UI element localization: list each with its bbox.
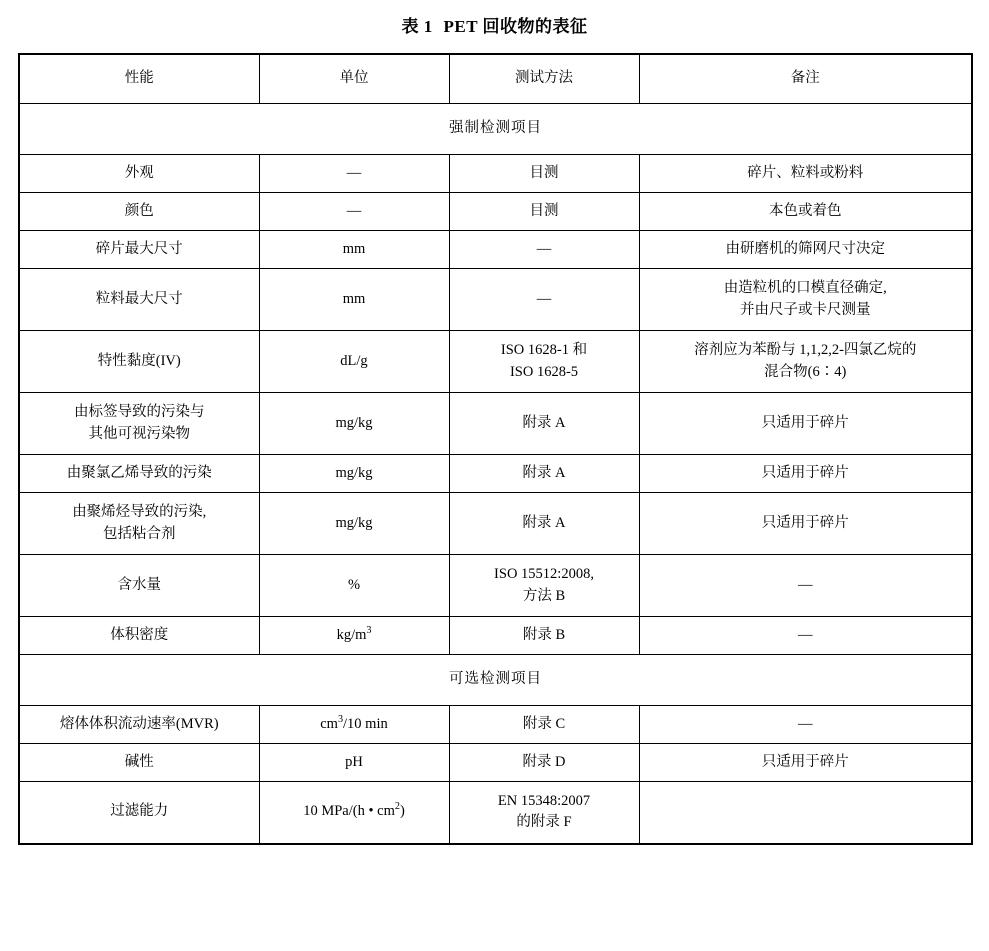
cell-method: 附录 B [449,617,639,655]
cell-method-line2: 方法 B [522,587,566,604]
cell-unit-base: kg/m [336,626,367,643]
cell-unit [259,617,449,655]
cell-unit-tail: /10 min [343,715,388,732]
cell-property: 体积密度 [19,617,259,655]
cell-unit: % [259,555,449,617]
cell-property: 粒料最大尺寸 [19,269,259,331]
cell-unit: — [259,193,449,231]
cell-note: 由研磨机的筛网尺寸决定 [639,231,972,269]
table-header-row [19,54,972,104]
cell-unit: — [259,155,449,193]
cell-method [449,555,639,617]
section-title-optional: 可选检测项目 [19,655,972,706]
cell-note [639,269,972,331]
cell-unit: dL/g [259,331,449,393]
cell-method-line2: 的附录 F [516,814,572,831]
cell-note: — [639,617,972,655]
cell-unit: mg/kg [259,455,449,493]
cell-property [19,493,259,555]
cell-method: — [449,269,639,331]
table-row [19,744,972,782]
cell-note: 本色或着色 [639,193,972,231]
table-row [19,393,972,455]
cell-unit: mg/kg [259,493,449,555]
section-header-row [19,104,972,155]
cell-method-line1: ISO 1628-1 和 [500,341,588,358]
cell-unit-sup: 3 [366,624,372,636]
cell-property: 熔体体积流动速率(MVR) [19,706,259,744]
cell-property: 过滤能力 [19,782,259,844]
table-row [19,269,972,331]
cell-property: 碱性 [19,744,259,782]
cell-method: 附录 A [449,393,639,455]
cell-method: 目测 [449,193,639,231]
table-caption-number: 表 1 [401,17,433,36]
column-header-note: 备注 [639,54,972,104]
cell-property: 碎片最大尺寸 [19,231,259,269]
table-row [19,455,972,493]
column-header-unit: 单位 [259,54,449,104]
cell-unit-sup: 2 [394,801,400,813]
cell-unit [259,706,449,744]
cell-note-line1: 由造粒机的口模直径确定, [723,279,887,296]
cell-note [639,782,972,844]
cell-property: 颜色 [19,193,259,231]
cell-property: 由聚氯乙烯导致的污染 [19,455,259,493]
column-header-method: 测试方法 [449,54,639,104]
cell-property-line2: 其他可视污染物 [88,425,190,442]
cell-note: — [639,555,972,617]
cell-property-line1: 由聚烯烃导致的污染, [72,503,207,520]
cell-property-line2: 包括粘合剂 [103,525,176,542]
cell-method [449,331,639,393]
cell-unit-base: 10 MPa/(h • cm [303,803,395,820]
cell-unit: mg/kg [259,393,449,455]
cell-unit-sup: 3 [337,713,344,725]
cell-unit: mm [259,231,449,269]
table-row [19,231,972,269]
cell-property: 含水量 [19,555,259,617]
column-header-property: 性能 [19,54,259,104]
table-row [19,555,972,617]
cell-note: 只适用于碎片 [639,393,972,455]
cell-note: — [639,706,972,744]
cell-method-line2: ISO 1628-5 [509,363,579,380]
cell-method [449,782,639,844]
section-header-row [19,655,972,706]
table-body [19,104,972,844]
table-caption-title: PET 回收物的表征 [443,17,588,36]
table-row [19,706,972,744]
cell-note-line2: 混合物(6∶4) [764,363,847,380]
cell-note: 只适用于碎片 [639,455,972,493]
table-row [19,193,972,231]
cell-method: 目测 [449,155,639,193]
table-row [19,155,972,193]
cell-property: 特性黏度(IV) [19,331,259,393]
cell-note-line2: 并由尺子或卡尺测量 [740,301,871,318]
cell-method-line1: ISO 15512:2008, [494,565,594,582]
cell-unit-tail: ) [399,803,405,820]
cell-unit [259,782,449,844]
cell-method: 附录 D [449,744,639,782]
cell-property [19,393,259,455]
cell-method: — [449,231,639,269]
cell-unit: pH [259,744,449,782]
cell-note: 只适用于碎片 [639,493,972,555]
table-row [19,782,972,844]
table-row [19,331,972,393]
cell-note [639,331,972,393]
cell-unit-base: cm [320,715,338,732]
cell-unit: mm [259,269,449,331]
cell-note-line1: 溶剂应为苯酚与 1,1,2,2-四氯乙烷的 [694,341,917,358]
cell-method: 附录 A [449,455,639,493]
cell-note: 碎片、粒料或粉料 [639,155,972,193]
table-row [19,617,972,655]
section-title-mandatory: 强制检测项目 [19,104,972,155]
cell-method: 附录 A [449,493,639,555]
table-caption [18,0,971,53]
cell-property-line1: 由标签导致的污染与 [74,403,205,420]
cell-method: 附录 C [449,706,639,744]
cell-property: 外观 [19,155,259,193]
cell-note: 只适用于碎片 [639,744,972,782]
pet-characterization-table [18,53,973,845]
table-header [19,54,972,104]
cell-method-line1: EN 15348:2007 [497,792,591,809]
table-row [19,493,972,555]
